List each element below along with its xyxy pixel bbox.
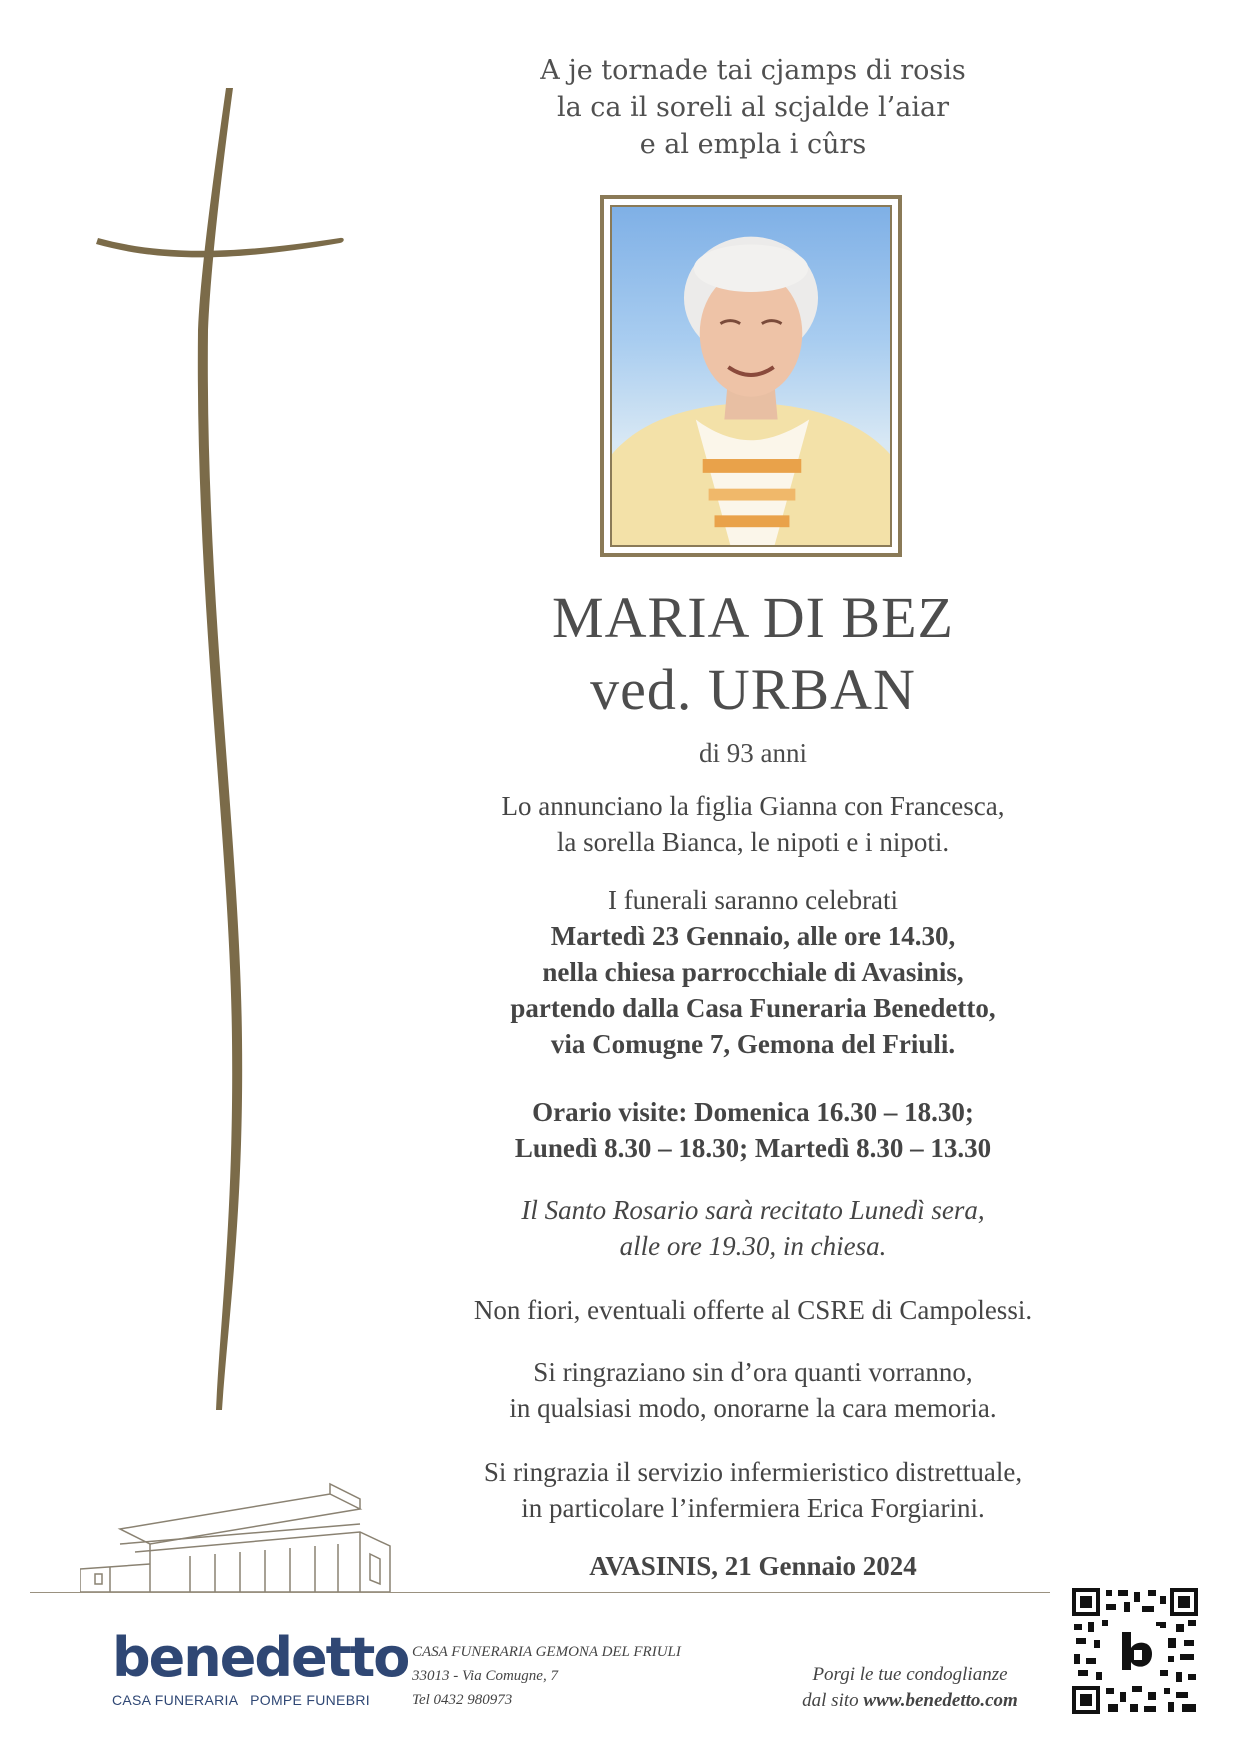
visits-line: Orario visite: Domenica 16.30 – 18.30; [532, 1097, 974, 1127]
condolences-line: Porgi le tue condoglianze [812, 1664, 1008, 1685]
funeral-detail: via Comugne 7, Gemona del Friuli. [550, 1029, 956, 1059]
thanks-line: in particolare l’infermiera Erica Forgiarini. [521, 1493, 985, 1523]
rosary-info [398, 1192, 1108, 1264]
address-line: 33013 - Via Comugne, 7 [412, 1668, 558, 1684]
rosary-line: Il Santo Rosario sarà recitato Lunedì sera, [521, 1195, 985, 1225]
thanks-nurse [398, 1454, 1108, 1526]
thanks-line: Si ringraziano sin d’ora quanti vorranno, [533, 1357, 973, 1387]
funeral-info [398, 882, 1108, 1062]
thanks-line: Si ringrazia il servizio infermieristico distrettuale, [483, 1457, 1023, 1487]
address-line: Tel 0432 980973 [412, 1692, 513, 1708]
announcement-line: Lo annunciano la figlia Gianna con Francesca, [501, 791, 1005, 821]
website-link[interactable]: www.benedetto.com [863, 1690, 1018, 1711]
condolences-line [760, 1688, 1060, 1714]
poem [398, 52, 1108, 163]
poem-line: A je tornade tai cjamps di rosis [540, 55, 966, 86]
benedetto-logo: benedetto [112, 1626, 409, 1689]
funeral-detail: nella chiesa parrocchiale di Avasinis, [542, 957, 964, 987]
condolences-prefix: dal sito [802, 1690, 864, 1711]
announcement [398, 788, 1108, 860]
name-line-1: MARIA DI BEZ [552, 585, 954, 650]
address-line: CASA FUNERARIA GEMONA DEL FRIULI [412, 1644, 681, 1660]
thanks-message [398, 1354, 1108, 1426]
logo-subtitle: CASA FUNERARIA POMPE FUNEBRI [112, 1692, 370, 1708]
cross-icon [90, 80, 350, 1410]
rosary-line: alle ore 19.30, in chiesa. [619, 1231, 887, 1261]
funeral-detail: Martedì 23 Gennaio, alle ore 14.30, [550, 921, 956, 951]
deceased-name [398, 582, 1108, 726]
funeral-detail: partendo dalla Casa Funeraria Benedetto, [510, 993, 996, 1023]
portrait-illustration [612, 207, 890, 545]
footer-divider [30, 1592, 1050, 1593]
portrait-photo [610, 205, 892, 547]
flowers-note: Non fiori, eventuali offerte al CSRE di Campolessi. [473, 1295, 1033, 1325]
name-line-2: ved. URBAN [590, 657, 916, 722]
qr-code-icon[interactable] [1072, 1588, 1198, 1714]
poem-line: e al empla i cûrs [639, 129, 867, 160]
funeral-intro: I funerali saranno celebrati [607, 885, 899, 915]
poem-line: la ca il soreli al scjalde l’aiar [556, 92, 949, 123]
condolences-note [760, 1662, 1060, 1714]
place-date: AVASINIS, 21 Gennaio 2024 [589, 1551, 917, 1581]
portrait-frame [600, 195, 902, 557]
visiting-hours [398, 1094, 1108, 1166]
thanks-line: in qualsiasi modo, onorarne la cara memoria. [509, 1393, 997, 1423]
announcement-line: la sorella Bianca, le nipoti e i nipoti. [556, 827, 950, 857]
funeral-home-building-icon [80, 1474, 400, 1604]
visits-line: Lunedì 8.30 – 18.30; Martedì 8.30 – 13.30 [514, 1133, 992, 1163]
funeral-home-address [412, 1640, 681, 1712]
deceased-age: di 93 anni [699, 738, 807, 768]
